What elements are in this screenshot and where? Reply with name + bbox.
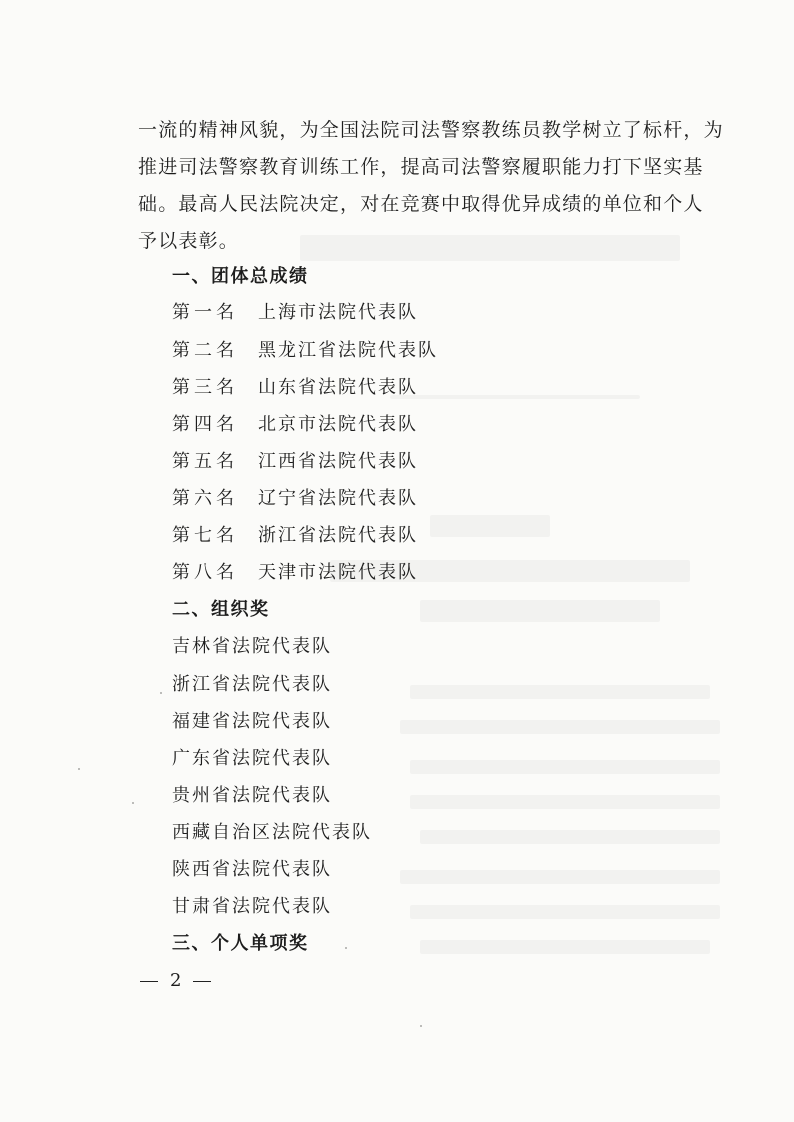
award-list-item: 吉林省法院代表队 [172, 636, 332, 657]
ranking-row [172, 447, 418, 473]
page-number-dash-right [193, 981, 211, 982]
bleed-through [410, 760, 720, 774]
award-list-item: 浙江省法院代表队 [172, 674, 332, 695]
award-list-item: 贵州省法院代表队 [172, 785, 332, 806]
ranking-row [172, 484, 418, 510]
intro-line: 一流的精神风貌，为全国法院司法警察教练员教学树立了标杆，为 [138, 119, 724, 141]
section-heading-individual-awards: 三、个人单项奖 [172, 933, 309, 954]
page-number-dash-left [140, 981, 158, 982]
bleed-through [410, 905, 720, 919]
rank-label: 第八名 [172, 562, 238, 583]
rank-label: 第六名 [172, 488, 238, 509]
rank-label: 第二名 [172, 340, 238, 361]
bleed-through [420, 940, 710, 954]
bleed-through [390, 395, 640, 399]
scan-speck [160, 692, 162, 694]
award-list-item: 广东省法院代表队 [172, 748, 332, 769]
ranking-row [172, 373, 418, 399]
ranking-row [172, 298, 418, 324]
ranking-row [172, 336, 438, 362]
award-list-item: 福建省法院代表队 [172, 711, 332, 732]
intro-line: 础。最高人民法院决定，对在竞赛中取得优异成绩的单位和个人 [138, 193, 704, 215]
ranking-row [172, 410, 418, 436]
bleed-through [420, 830, 720, 844]
scan-speck [78, 768, 80, 770]
team-name: 浙江省法院代表队 [258, 525, 418, 546]
scan-speck [345, 947, 347, 949]
rank-label: 第五名 [172, 451, 238, 472]
team-name: 江西省法院代表队 [258, 451, 418, 472]
team-name: 上海市法院代表队 [258, 302, 418, 323]
intro-paragraph [138, 112, 728, 260]
bleed-through [420, 600, 660, 622]
page-number-value: 2 [170, 970, 182, 991]
ranking-row [172, 521, 418, 547]
team-name: 山东省法院代表队 [258, 377, 418, 398]
bleed-through [400, 720, 720, 734]
page-number [140, 970, 211, 991]
team-name: 黑龙江省法院代表队 [258, 340, 438, 361]
section-heading-team-results: 一、团体总成绩 [172, 266, 309, 287]
intro-line: 予以表彰。 [138, 230, 240, 252]
rank-label: 第一名 [172, 302, 238, 323]
intro-line: 推进司法警察教育训练工作，提高司法警察履职能力打下坚实基 [138, 156, 704, 178]
rank-label: 第四名 [172, 414, 238, 435]
award-list-item: 陕西省法院代表队 [172, 859, 332, 880]
bleed-through [410, 795, 720, 809]
rank-label: 第三名 [172, 377, 238, 398]
scan-speck [420, 1025, 422, 1027]
team-name: 辽宁省法院代表队 [258, 488, 418, 509]
team-name: 北京市法院代表队 [258, 414, 418, 435]
bleed-through [400, 870, 720, 884]
award-list-item: 西藏自治区法院代表队 [172, 822, 372, 843]
team-name: 天津市法院代表队 [258, 562, 418, 583]
section-heading-organization-award: 二、组织奖 [172, 599, 270, 620]
bleed-through [430, 515, 550, 537]
ranking-row [172, 558, 418, 584]
award-list-item: 甘肃省法院代表队 [172, 896, 332, 917]
bleed-through [410, 685, 710, 699]
rank-label: 第七名 [172, 525, 238, 546]
scan-speck [132, 802, 134, 804]
